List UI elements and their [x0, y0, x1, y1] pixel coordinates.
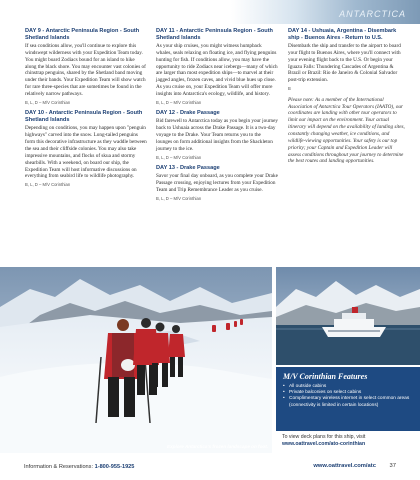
features-title: M/V Corinthian Features [283, 372, 368, 381]
meal-info: B [288, 86, 291, 92]
day-description: Depending on conditions, you may happen upon "penguin highways" carved into the snow. Long-tailed penguins form this decorative infrastructure as they waddle between the sea and their cliffside colonies. You may also take impressive mountains, and flocks of skua and stormy shearbills. With a weekend, on board our ship, the Expedition Team will host informative discussions on everything from seabird life to wildlife photography. [25, 125, 147, 180]
day-title: DAY 13 - Drake Passage [156, 165, 220, 172]
header-banner [0, 0, 420, 24]
footer-url[interactable]: www.oattravel.com/atc [313, 463, 376, 469]
footer-site [313, 463, 396, 469]
ship-features-box [276, 367, 420, 431]
feature-item: • All outside cabins [283, 384, 414, 390]
day-description: If sea conditions allow, you'll continue to explore this windswept wilderness with your Expedition Team today. You might board Zodiacs bound for an island to hike along the black shore. You may encounter vast colonies of chinstrap penguins, shared by the Shetland band moving under their bands. Your Expedition Team will show watch for rare three-species that are sometimes be found in the relatively narrow pathways. [25, 42, 146, 97]
section-title: ANTARCTICA [339, 9, 406, 19]
itinerary-day [288, 28, 406, 92]
day-title: DAY 14 - Ushuaia, Argentina - Disembark ship - Buenos Aires - Return to U.S. [288, 28, 397, 41]
footer-label: Information & Reservations: [24, 464, 94, 470]
itinerary-day [25, 110, 147, 187]
itinerary-day [25, 28, 147, 105]
meal-info: B, L, D – M/V Corinthian [156, 99, 202, 105]
feature-item: • Private balconies on select cabins [283, 390, 414, 396]
meal-info: B, L, D – M/V Corinthian [25, 99, 71, 105]
itinerary-note: Please note: As a member of the International Association of Antarctica Tour Operators (IAATO), our coordinates are landing with other tour operators to limit our impact on the environment. Your actual itinerary will depend on the availability of landing sites, constantly changing weather, ice conditions, and wildlife-viewing opportunities. Your safety is our top priority; your Captain and Expedition Leader will assess conditions throughout your journey to determine the best routes and landing opportunities. [288, 96, 405, 165]
day-title: DAY 12 - Drake Passage [156, 110, 220, 117]
day-description: Bid farewell to Antarctica today as you begin your journey back to Ushuaia across the Drake Passage. It is a two-day voyage to the Drake. Your Team returns you to the lounges on form additional insights from the Shackleton journey to the ice. [156, 118, 279, 152]
day-description: Savor your final day onboard, as you complete your Drake Passage crossing, enjoying lectures from your Expedition Team and Trip Remembrance Leader as you cruise. [156, 173, 278, 193]
meal-info: B, L, D – M/V Corinthian [156, 154, 202, 160]
feature-item: • Complimentary wireless internet in select common areas (connectivity is limited in certain locations) [283, 396, 414, 408]
footer-contact [24, 464, 134, 470]
hikers-photo [0, 267, 272, 453]
day-title: DAY 9 - Antarctic Peninsula Region - South Shetland Islands [25, 28, 140, 41]
ship-photo [276, 267, 420, 365]
ship-illustration [276, 267, 420, 365]
photo-caption: Explore Antarctica's frozen landscape on foot. [167, 444, 268, 449]
deck-plan-text: To view deck plans for this ship, visit [282, 434, 366, 440]
day-title: DAY 10 - Antarctic Peninsula Region - South Shetland Islands [25, 110, 143, 124]
itinerary-column-2 [156, 28, 278, 206]
itinerary-day [156, 28, 278, 105]
meal-info: B, L, D – M/V Corinthian [156, 195, 202, 201]
day-title: DAY 11 - Antarctic Peninsula Region - South Shetland Islands [156, 28, 273, 41]
itinerary-day [156, 165, 278, 201]
deck-plan-info [282, 434, 418, 448]
day-description: Disembark the ship and transfer to the airport to board your flight to Buenos Aires, where you'll connect with your evening flight back to the U.S. Or begin your Iguazu Falls: Thundering Cascades of Argentina & Brazil or Brazil: Rio de Janeiro & Colonial Salvador post-trip extension. [288, 42, 401, 84]
meal-info: B, L, D – M/V Corinthian [25, 182, 71, 188]
hikers-illustration [0, 267, 272, 453]
page-number: 37 [389, 463, 396, 469]
itinerary-column-3 [288, 28, 406, 165]
footer-phone[interactable]: 1-800-955-1925 [94, 464, 135, 470]
itinerary-column-1 [25, 28, 147, 193]
day-description: As your ship cruises, you might witness humpback whales, seals relaxing on floating ice, and flying penguins hunting for fish. If conditions allow, you may have the opportunity to ride Zodiacs near icebergs—many of which are larger than most expedition ships—to marvel at their jagged angles, frozen caves, and vivid blue hues up close. As you cruise on, your Expedition Team will offer more insights into Antarctica's ecology, wildlife, and history. [156, 42, 278, 97]
deck-plan-link[interactable]: www.oattravel.com/ato-corinthian [282, 440, 366, 447]
features-list [276, 384, 420, 409]
itinerary-day [156, 110, 278, 160]
